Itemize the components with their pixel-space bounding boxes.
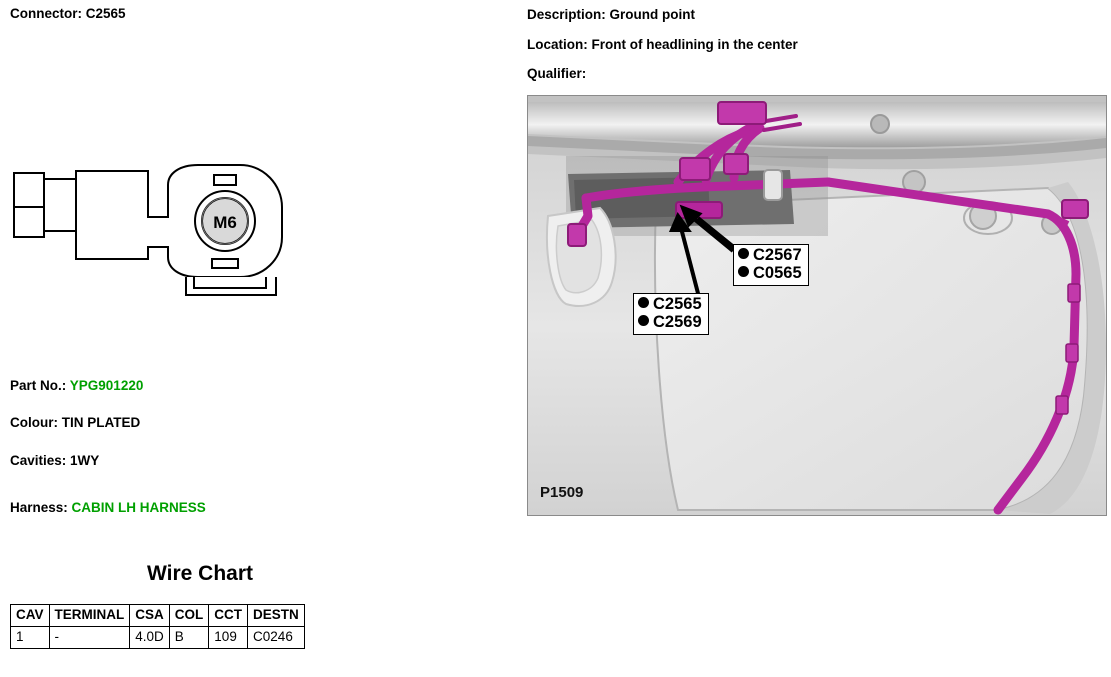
callout-c2565-c2569 — [633, 293, 709, 335]
connector-diagram — [8, 155, 308, 305]
photo-reference-code: P1509 — [540, 484, 584, 501]
location-row — [527, 37, 798, 52]
harness-row — [10, 500, 206, 515]
wire-chart-title: Wire Chart — [147, 562, 253, 585]
cell-col: B — [169, 626, 209, 648]
column-header-csa: CSA — [130, 605, 170, 627]
location-label: Location: — [527, 37, 588, 52]
column-header-cav: CAV — [11, 605, 50, 627]
colour-label: Colour: — [10, 415, 58, 430]
connector-heading: Connector: C2565 — [10, 6, 126, 21]
bullet-dot-icon — [738, 266, 749, 277]
qualifier-row — [527, 66, 586, 81]
callout-line-2: C0565 — [753, 264, 802, 283]
table-header-row — [11, 605, 305, 627]
part-number-value: YPG901220 — [69, 378, 144, 393]
part-number-label: Part No.: — [10, 378, 67, 393]
thread-size-label: M6 — [213, 213, 237, 232]
cell-csa: 4.0D — [130, 626, 170, 648]
callout-c2567-c0565 — [733, 244, 809, 286]
colour-row — [10, 415, 140, 430]
bullet-dot-icon — [638, 315, 649, 326]
column-header-terminal: TERMINAL — [49, 605, 130, 627]
description-row — [527, 7, 695, 22]
right-column — [527, 0, 1111, 677]
column-header-cct: CCT — [209, 605, 248, 627]
cell-destn: C0246 — [248, 626, 305, 648]
colour-value: TIN PLATED — [61, 415, 141, 430]
cavities-label: Cavities: — [10, 453, 67, 468]
callout-line-2: C2569 — [653, 313, 702, 332]
table-row — [11, 626, 305, 648]
headliner-illustration — [528, 96, 1106, 515]
bullet-dot-icon — [738, 248, 749, 259]
harness-label: Harness: — [10, 500, 68, 515]
cavities-row — [10, 453, 99, 468]
vehicle-photo-panel — [527, 95, 1107, 516]
left-column — [0, 0, 520, 677]
location-value: Front of headlining in the center — [591, 37, 798, 52]
column-header-col: COL — [169, 605, 209, 627]
cell-cav: 1 — [11, 626, 50, 648]
part-number-row — [10, 378, 143, 393]
cell-cct: 109 — [209, 626, 248, 648]
description-label: Description: — [527, 7, 606, 22]
harness-value: CABIN LH HARNESS — [71, 500, 206, 515]
qualifier-label: Qualifier: — [527, 66, 587, 81]
cell-terminal: - — [49, 626, 130, 648]
callout-line-1: C2567 — [753, 246, 802, 264]
description-value: Ground point — [609, 7, 696, 22]
callout-line-1: C2565 — [653, 295, 702, 313]
column-header-destn: DESTN — [248, 605, 305, 627]
cavities-value: 1WY — [70, 453, 100, 468]
wire-chart-table — [10, 604, 305, 649]
bullet-dot-icon — [638, 297, 649, 308]
